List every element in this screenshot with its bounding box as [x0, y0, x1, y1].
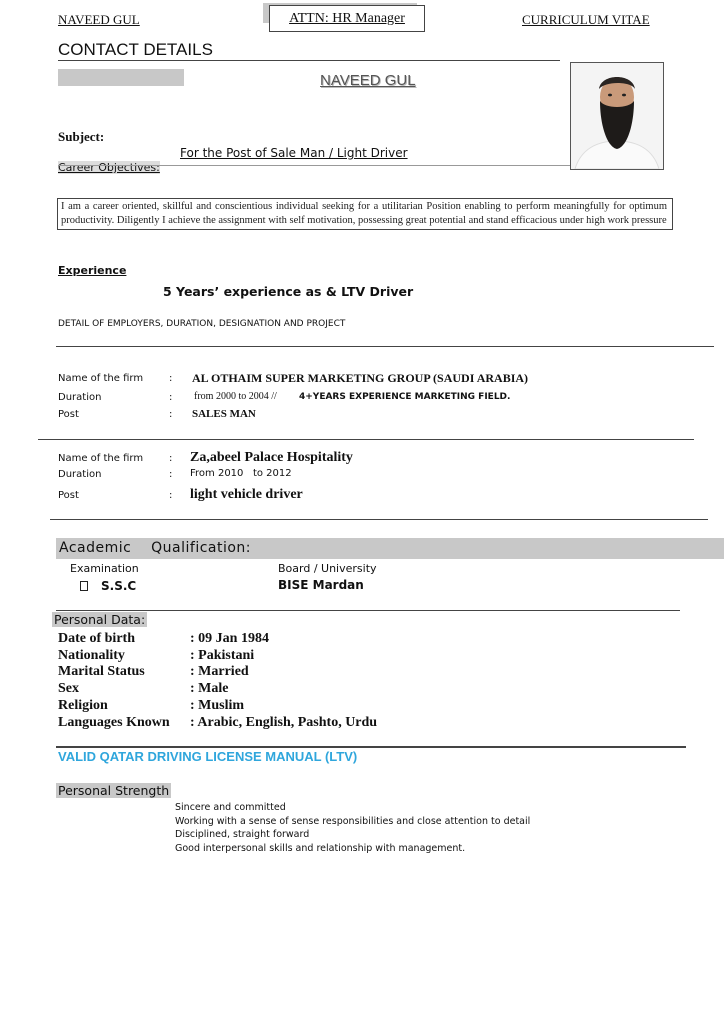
- job1-firm: AL OTHAIM SUPER MARKETING GROUP (SAUDI ARABIA): [192, 371, 529, 385]
- job1-duration-label: Duration: [58, 392, 102, 403]
- job2-firm-colon: :: [169, 453, 173, 464]
- subject-rule: [58, 165, 570, 166]
- academic-heading: Academic Qualification:: [59, 540, 252, 556]
- strength-item: Sincere and committed: [175, 802, 286, 813]
- job1-firm-colon: :: [169, 373, 173, 384]
- job1-post-colon: :: [169, 409, 173, 420]
- academic-col-board: Board / University: [278, 562, 377, 575]
- job1-post: SALES MAN: [192, 408, 256, 420]
- job2-firm-label: Name of the firm: [58, 453, 144, 464]
- personal-heading: Personal Data:: [54, 612, 146, 627]
- profile-photo-image: [571, 63, 663, 169]
- personal-value-dob: : 09 Jan 1984: [190, 631, 269, 646]
- experience-heading: Experience: [58, 264, 127, 277]
- personal-label-dob: Date of birth: [58, 631, 135, 646]
- redacted-bar: [58, 69, 184, 86]
- academic-exam: S.S.C: [101, 579, 137, 593]
- job2-post-colon: :: [169, 490, 173, 501]
- contact-name: NAVEED GUL: [320, 72, 416, 89]
- job2-duration-years: From 2010 to 2012: [190, 468, 292, 479]
- personal-label-nationality: Nationality: [58, 648, 125, 663]
- personal-value-sex: : Male: [190, 681, 229, 696]
- job1-duration-years: from 2000 to 2004 //: [194, 391, 277, 402]
- personal-label-languages: Languages Known: [58, 715, 170, 730]
- rule-before-job1: [56, 346, 714, 347]
- objective-label: Career Objectives:: [58, 161, 160, 174]
- personal-label-marital: Marital Status: [58, 664, 145, 679]
- job2-post-label: Post: [58, 490, 79, 501]
- objective-text: I am a career oriented, skillful and conscientious individual seeking for a utilitarian Position enabling to perform meaningfully for optimum productivity. Diligently I achieve the assignment with self motivation, possessing great potential and stand efficacious under high work pressure: [57, 198, 673, 230]
- job1-duration-extra: 4+YEARS EXPERIENCE MARKETING FIELD.: [299, 392, 511, 402]
- job2-duration-colon: :: [169, 469, 173, 480]
- contact-rule: [58, 60, 560, 61]
- rule-after-personal: [56, 746, 686, 748]
- strength-item: Disciplined, straight forward: [175, 829, 310, 840]
- strength-item: Good interpersonal skills and relationship with management.: [175, 843, 466, 854]
- rule-after-academic: [56, 610, 680, 611]
- personal-label-sex: Sex: [58, 681, 79, 696]
- rule-after-job2: [50, 519, 708, 520]
- academic-col-examination: Examination: [70, 562, 139, 575]
- strength-item: Working with a sense of sense responsibilities and close attention to detail: [175, 816, 531, 827]
- academic-board: BISE Mardan: [278, 578, 364, 592]
- profile-photo: [570, 62, 664, 170]
- subject-label: Subject:: [58, 129, 105, 144]
- header-name: NAVEED GUL: [58, 12, 140, 27]
- license-text: VALID QATAR DRIVING LICENSE MANUAL (LTV): [58, 749, 358, 764]
- job1-firm-label: Name of the firm: [58, 373, 144, 384]
- job1-duration-colon: :: [169, 392, 173, 403]
- contact-heading: CONTACT DETAILS: [58, 40, 213, 59]
- job2-duration-label: Duration: [58, 469, 102, 480]
- cv-title: CURRICULUM VITAE: [522, 12, 650, 27]
- employers-detail-heading: DETAIL OF EMPLOYERS, DURATION, DESIGNATION AND PROJECT: [58, 319, 346, 329]
- job2-firm: Za,abeel Palace Hospitality: [190, 450, 353, 465]
- experience-summary: 5 Years’ experience as & LTV Driver: [163, 284, 414, 299]
- attn-box: ATTN: HR Manager: [269, 5, 425, 32]
- personal-value-marital: : Married: [190, 664, 249, 679]
- rule-before-job2: [38, 439, 694, 440]
- job2-post: light vehicle driver: [190, 487, 303, 502]
- subject-text: For the Post of Sale Man / Light Driver: [180, 146, 408, 160]
- personal-value-nationality: : Pakistani: [190, 648, 255, 663]
- personal-value-religion: : Muslim: [190, 698, 245, 713]
- personal-value-languages: : Arabic, English, Pashto, Urdu: [190, 715, 378, 730]
- strength-heading: Personal Strength: [58, 783, 170, 798]
- personal-label-religion: Religion: [58, 698, 108, 713]
- job1-post-label: Post: [58, 409, 79, 420]
- bullet-box-icon: [80, 581, 88, 591]
